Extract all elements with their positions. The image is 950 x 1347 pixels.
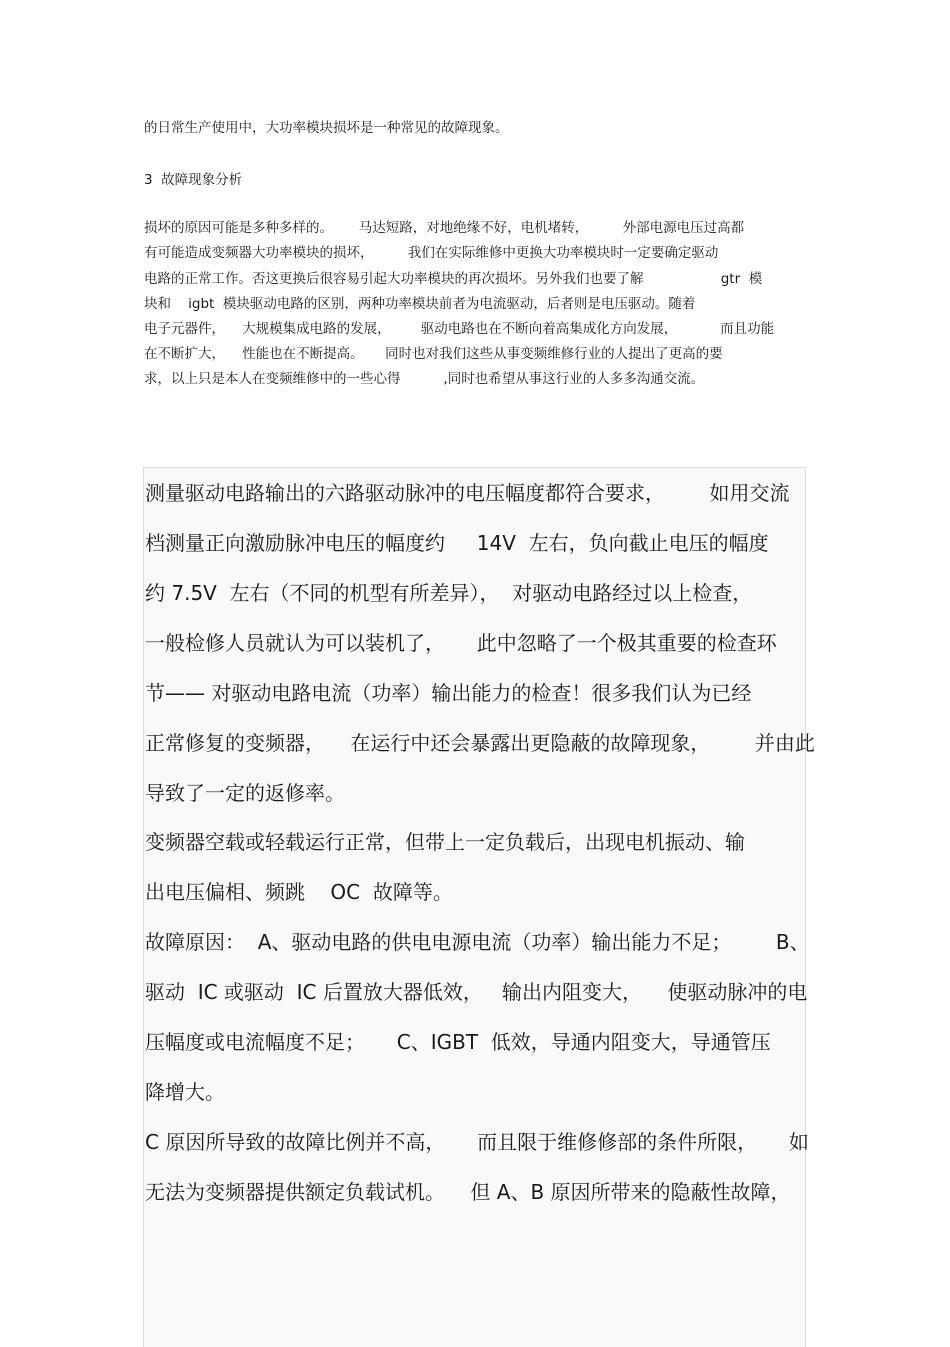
body-line: 档测量正向激励脉冲电压的幅度约 14V 左右，负向截止电压的幅度 [145,531,769,555]
body-line: 测量驱动电路输出的六路驱动脉冲的电压幅度都符合要求， 如用交流 [145,481,790,505]
section-heading: 3 故障现象分析 [144,172,243,188]
intro-line: 的日常生产使用中，大功率模块损坏是一种常见的故障现象。 [144,120,509,136]
body-line: 出电压偏相、频跳 OC 故障等。 [145,880,453,904]
body-line: 降增大。 [145,1080,225,1104]
body-line: 约 7.5V 左右（不同的机型有所差异）， 对驱动电路经过以上检查， [145,581,753,605]
paragraph-line: 损坏的原因可能是多种多样的。 马达短路，对地绝缘不好，电机堵转， 外部电源电压过高都 [144,220,745,236]
paragraph-line: 求，以上只是本人在变频维修中的一些心得 ,同时也希望从事这行业的人多多沟通交流。 [144,371,705,387]
body-line: 故障原因： A、驱动电路的供电电源电流（功率）输出能力不足； B、 [145,930,810,954]
paragraph-line: 有可能造成变频器大功率模块的损坏， 我们在实际维修中更换大功率模块时一定要确定驱动 [144,245,719,261]
paragraph-line: 电路的正常工作。否这更换后很容易引起大功率模块的再次损坏。另外我们也要了解 gtr 模 [144,271,763,287]
body-line: 正常修复的变频器， 在运行中还会暴露出更隐蔽的故障现象， 并由此 [145,731,815,755]
body-line: 导致了一定的返修率。 [145,781,345,805]
body-line: 压幅度或电流幅度不足； C、IGBT 低效，导通内阻变大，导通管压 [145,1030,771,1054]
body-line: 驱动 IC 或驱动 IC 后置放大器低效， 输出内阻变大， 使驱动脉冲的电 [145,980,808,1004]
body-line: 一般检修人员就认为可以装机了， 此中忽略了一个极其重要的检查环 [145,631,777,655]
body-line: C 原因所导致的故障比例并不高， 而且限于维修修部的条件所限， 如 [145,1130,809,1154]
paragraph-line: 电子元器件， 大规模集成电路的发展， 驱动电路也在不断向着高集成化方向发展， 而且功能 [144,321,775,337]
paragraph-line: 块和 igbt 模块驱动电路的区别，两种功率模块前者为电流驱动，后者则是电压驱动。随着 [144,296,696,312]
body-line: 变频器空载或轻载运行正常，但带上一定负载后，出现电机振动、输 [145,830,745,854]
body-line: 无法为变频器提供额定负载试机。 但 A、B 原因所带来的隐蔽性故障， [145,1180,791,1204]
body-line: 节—— 对驱动电路电流（功率）输出能力的检查！很多我们认为已经 [145,681,752,705]
paragraph-line: 在不断扩大， 性能也在不断提高。 同时也对我们这些从事变频维修行业的人提出了更高的要 [144,346,723,362]
